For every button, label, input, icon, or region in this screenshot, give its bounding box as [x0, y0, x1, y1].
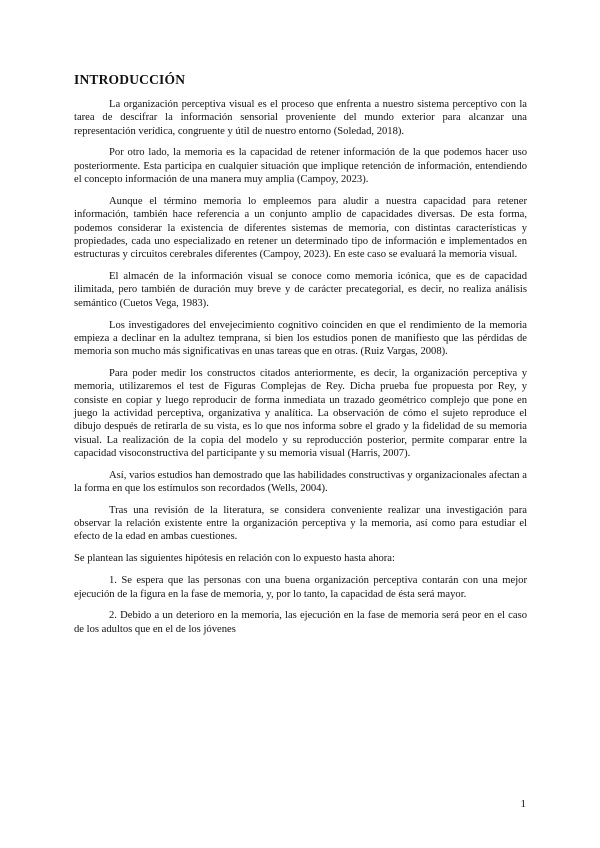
hypothesis-2: 2. Debido a un deterioro en la memoria, las ejecución en la fase de memoria será peor en el caso de los adultos que en el de los jóvenes: [74, 610, 527, 635]
hypothesis-1: 1. Se espera que las personas con una buena organización perceptiva contarán con una mejor ejecución de la figura en la fase de memoria, y, por lo tanto, la capacidad de ésta será mayor.: [74, 575, 527, 600]
paragraph-6: Para poder medir los constructos citados anteriormente, es decir, la organización perceptiva y memoria, utilizaremos el test de Figuras Complejas de Rey. Dicha prueba fue propuesta por Rey, y consiste en copiar y luego reproducir de forma inmediata un trazado geométrico complejo que pone en juego la actividad perceptiva, organizativa y analítica. La observación de cómo el sujeto reproduce el dibujo después de retirarla de su vista, es lo que nos informa sobre el grado y la fidelidad de su memoria visual. La realización de la copia del modelo y su reproducción posterior, permite comparar entre la capacidad visoconstructiva del participante y su memoria visual (Harris, 2007).: [74, 368, 527, 459]
paragraph-5: Los investigadores del envejecimiento cognitivo coinciden en que el rendimiento de la memoria empieza a declinar en la adultez temprana, si bien los estudios ponen de manifiesto que las pérdidas de memoria son mucho más significativas en unas tareas que en otras. (Ruiz Vargas, 2008).: [74, 319, 527, 358]
paragraph-7: Así, varios estudios han demostrado que las habilidades constructivas y organizacionales afectan a la forma en que los estímulos son recordados (Wells, 2004).: [74, 469, 527, 494]
page-number: 1: [520, 798, 526, 810]
section-title: INTRODUCCIÓN: [74, 72, 186, 87]
paragraph-3: Aunque el término memoria lo empleemos para aludir a nuestra capacidad para retener información, también hace referencia a un conjunto amplio de capacidades diversas. De esta forma, podemos considerar la existencia de diferentes sistemas de memoria, con distintas características y propiedades, cada uno especializado en retener un determinado tipo de información e implementados en estructuras y circuitos cerebrales diferentes (Campoy, 2023). En este caso se evaluará la memoria visual.: [74, 195, 527, 261]
paragraph-2: Por otro lado, la memoria es la capacidad de retener información de la que podemos hacer uso posteriormente. Esta participa en cualquier situación que implique retención de información, entendiendo el concepto información de una manera muy amplia (Campoy, 2023).: [74, 147, 527, 186]
page-content: [74, 72, 527, 645]
hypotheses-intro: Se plantean las siguientes hipótesis en relación con lo expuesto hasta ahora:: [74, 553, 395, 565]
paragraph-4: El almacén de la información visual se conoce como memoria icónica, que es de capacidad ilimitada, pero también de duración muy breve y de carácter precategorial, es decir, no realiza análisis semántico (Cuetos Vega, 1983).: [74, 271, 527, 309]
paragraph-1: La organización perceptiva visual es el proceso que enfrenta a nuestro sistema perceptivo con la tarea de descifrar la información sensorial proveniente del mundo exterior para alcanzar una representación verídica, congruente y útil de nuestro entorno (Soledad, 2018).: [74, 99, 527, 137]
paragraph-8: Tras una revisión de la literatura, se considera conveniente realizar una investigación para observar la relación existente entre la organización perceptiva y la memoria, así como para estudiar el efecto de la edad en ambas cuestiones.: [74, 504, 527, 543]
